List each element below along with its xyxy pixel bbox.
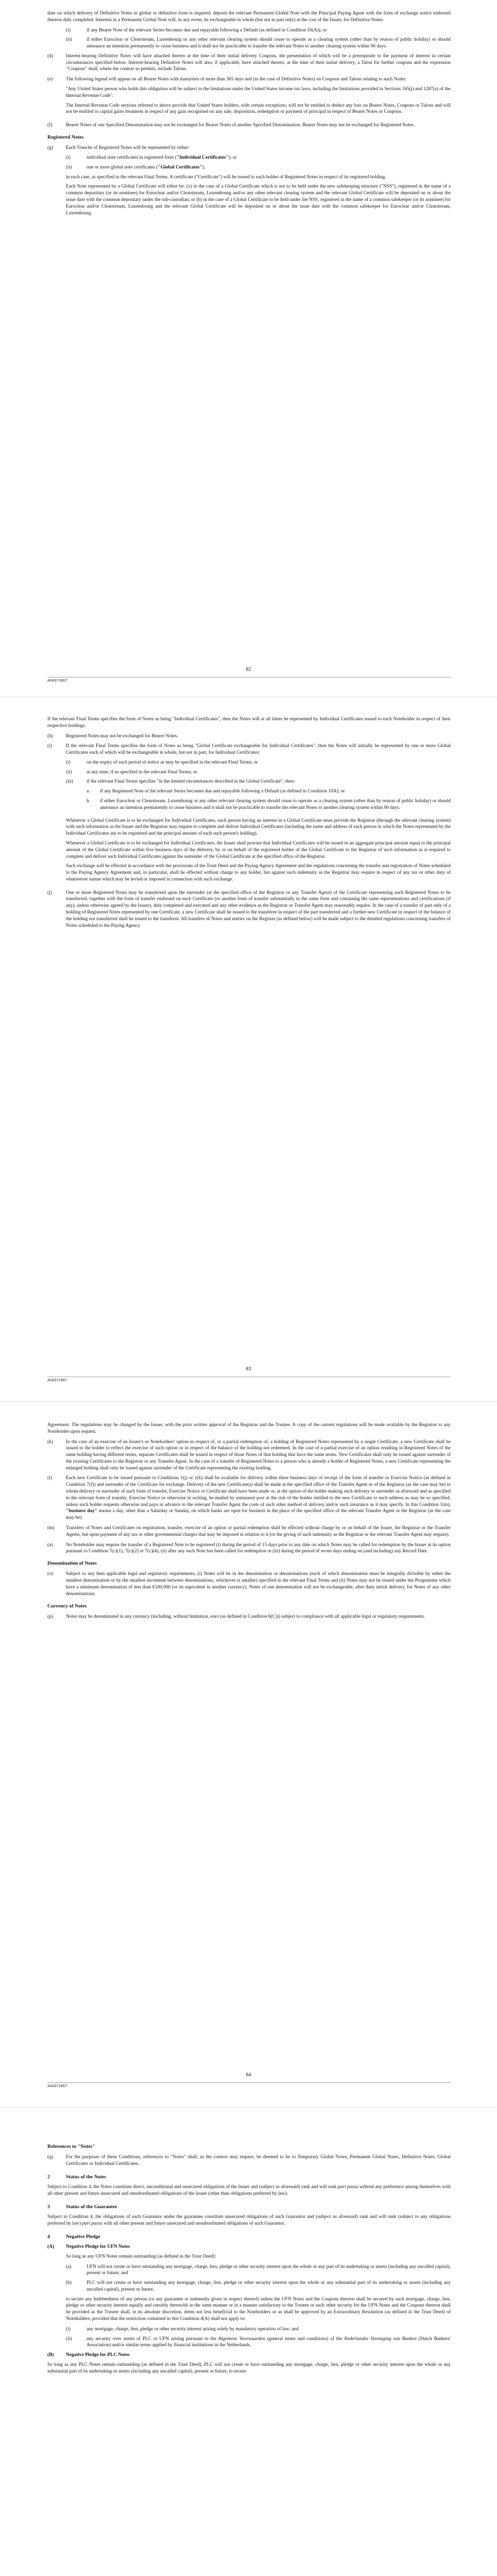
- clause-i: (i) If the relevant Final Terms specifies the form of Notes as being "Global Certificate exchangeable for Individual Certificates", then the Notes will initially be represented by one or more Global Certificates each of which will be exchangeable in whole, but not in part, for Individual Certificates: (i) on the expiry of such period of notice as may be specified in the relevant Final Terms; or (ii) at any time, if so specified in the relevant Final Terms; or (iii) if the relevant Final Terms specifies "in the limited circumstances described in the Global Certificate", then: a. if any Registered Note of the relevant Series becomes due and repayable following a Default (as defined in Condition 10A); or b. if either Euroclear or Clearstream, Luxembourg or any other relevant clearing system should cease to operate as a clearing system (other than by reason of public holiday) or should announce an intention permanently to cease business and it shall not be practicable to transfer the relevant Notes to another clearing system within 90 days. Whenever a Global Certificate is to be exchanged for Individual Certificates, each person having an interest in a Global Certificate must provide the Registrar (through the relevant clearing system) with such information as the Issuer and the Registrar may require to complete and deliver Individual Certificates (including the name and address of each person in which the Notes represented by the Individual Certificates are to be registered and the principal amount of each such person's holding). Whenever a Global Certificate is to be exchanged for Individual Certificates, the Issuer shall procure that Individual Certificates will be issued in an aggregate principal amount equal to the principal amount of the Global Certificate within five business days of the delivery, by or on behalf of the registered holder of the Global Certificate to the Registrar of such information as is required to complete and deliver such Individual Certificates against the surrender of the Global Certificate at the specified office of the Registrar. Such exchange will be effected in accordance with the provisions of the Trust Deed and the Paying Agency Agreement and the regulations concerning the transfer and registration of Notes scheduled to the Paying Agency Agreement and, in particular, shall be effected without charge to any holder, but against such indemnity as the Registrar may require in respect of any tax or other duty of whatsoever nature which may be levied or imposed in connection with such exchange.: [47, 743, 451, 882]
- clause-e: (e) The following legend will appear on all Bearer Notes with maturities of more than 365 days and (in the case of Definitive Notes) on Coupons and Talons relating to such Notes: "Any United States person who holds this obligation will be subject to the limitations under the United States income tax laws, including the limitations provided in Sections 165(j) and 1287(a) of the Internal Revenue Code". The Internal Revenue Code sections referred to above provide that United States holders, with certain exceptions, will not be entitled to deduct any loss on Bearer Notes, Coupons or Talons and will not be entitled to capital gains treatment in respect of any gain recognised on any sale, disposition, redemption or payment of principal in respect of Bearer Notes or Coupons.: [47, 77, 451, 115]
- legend-text: "Any United States person who holds this obligation will be subject to the limitations under the United States income tax laws, including the limitations provided in Sections 165(j) and 1287(a) of the Internal Revenue Code".: [66, 87, 451, 98]
- subsection-heading: (A) Negative Pledge for UFN Notes: [47, 2244, 130, 2249]
- document-reference: A04371867: [47, 2083, 67, 2088]
- item-number: (i): [66, 27, 71, 33]
- section-heading: 3 Status of the Guarantee: [47, 2204, 117, 2210]
- clause-k: (k) In the case of an exercise of an Issuer's or Noteholders' option in respect of, or a partial redemption of, a holding of Registered Notes represented by a single Certificate, a new Certificate shall be issued to the holder to reflect the exercise of such option or in respect of the balance of the holding not redeemed. In the case of a partial exercise of an option resulting in Registered Notes of the same holding having different terms, separate Certificates shall be issued in respect of those Notes of that holding that have the same terms. New Certificates shall only be issued against surrender of the existing Certificates to the Registrar or any Transfer Agent. In the case of a transfer of Registered Notes to a person who is already a holder of Registered Notes, a new Certificate representing the enlarged holding shall only be issued against surrender of the Certificate representing the existing holding.: [47, 1439, 451, 1471]
- list-item: (i) individual note certificates in registered form ("Individual Certificates"); or: [66, 155, 237, 161]
- clause-n: (n) No Noteholder may require the transfer of a Registered Note to be registered (i) during the period of 15 days prior to any date on which Notes may be called for redemption by the Issuer at its option pursuant to Condition 7(c)(1), 7(c)(2) or 7(c)(4), (ii) after any such Note has been called for redemption or (iii) during the period of seven days ending on (and including) any Record Date.: [47, 1542, 451, 1554]
- clause-h: (h) Registered Notes may not be exchanged for Bearer Notes.: [47, 733, 178, 739]
- item-text: if any Bearer Note of the relevant Series becomes due and repayable following a Default (as defined in Condition 10(A)); or: [87, 27, 327, 33]
- page-84: Agreement. The regulations may be changed by the Issuer, with the prior written approval of the Registrar and the Trustee. A copy of the current regulations will be made available by the Registrar to any Noteholder upon request. (k) In the case of an exercise of an Issuer's or Noteholders' option in respect of, or a partial redemption of, a holding of Registered Notes represented by a single Certificate, a new Certificate shall be issued to the holder to reflect the exercise of such option or in respect of the balance of the holding not redeemed. In the case of a partial exercise of an option resulting in Registered Notes of the same holding having different terms, separate Certificates shall be issued in respect of those Notes of that holding that have the same terms. New Certificates shall only be issued against surrender of the existing Certificates to the Registrar or any Transfer Agent. In the case of a transfer of Registered Notes to a person who is already a holder of Registered Notes, a new Certificate representing the enlarged holding shall only be issued against surrender of the Certificate representing the existing holding. (l) Each new Certificate to be issued pursuant to Conditions 1(j) or 1(k) shall be available for delivery within three business days of receipt of the form of transfer or Exercise Notice (as defined in Condition 7(f)) and surrender of the Certificate for exchange. Delivery of the new Certificate(s) shall be made at the specified office of the Transfer Agent or of the Registrar (as the case may be) to whom delivery or surrender of such form of transfer, Exercise Notice or Certificate shall have been made or, at the option of the holder making such delivery or surrender as aforesaid and as specified in the relevant form of transfer, Exercise Notice or otherwise in writing, be mailed by uninsured post at the risk of the holder entitled to the new Certificate to such address as may be so specified, unless such holder requests otherwise and pays in advance to the relevant Transfer Agent the costs of such other method of delivery and/or such insurance as it may specify. In this Condition 1(m), "business day" means a day, other than a Saturday or Sunday, on which banks are open for business in the place of the specified office of the relevant Transfer Agent or the Registrar (as the case may be). (m) Transfers of Notes and Certificates on registration, transfer, exercise of an option or partial redemption shall be effected without charge by or on behalf of the Issuer, the Registrar or the Transfer Agents, but upon payment of any tax or other governmental charges that may be imposed in relation to it (or the giving of such indemnity as the Registrar or the relevant Transfer Agent may require). (n) No Noteholder may require the transfer of a Registered Note to be registered (i) during the period of 15 days prior to any date on which Notes may be called for redemption by the Issuer at its option pursuant to Condition 7(c)(1), 7(c)(2) or 7(c)(4), (ii) after any such Note has been called for redemption or (iii) during the period of seven days ending on (and including) any Record Date. Denomination of Notes (o) Subject to any then applicable legal and regulatory requirements, (i) Notes will be in the denomination or denominations (each of which denomination must be integrally divisible by either the smallest denomination or by the smallest increment between denominations, whichever is smaller) specified in the relevant Final Terms and (ii) Notes may not be issued under the Programme which have a minimum denomination of less than €100,000 (or its equivalent in another currency). Notes of one denomination will not be exchangeable, after their initial delivery, for Notes of any other denominations. Currency of Notes (p) Notes may be denominated in any currency (including, without limitation, euro (as defined in Condition 6(C))) subject to compliance with all applicable legal or regulatory requirements.: [47, 1422, 451, 1619]
- clause-g: (g) Each Tranche of Registered Notes will be represented by either: (i) individual note certificates in registered form ("Individual Certificates"); or (ii) one or more global note certificates ("Global Certificates"), in each case, as specified in the relevant Final Terms. A certificate ("Certificate") will be issued to each holder of Registered Notes in respect of its registered holding. Each Note represented by a Global Certificate will either be: (x) in the case of a Global Certificate which is not to be held under the new safekeeping structure ("NSS"), registered in the name of a common depositary (or its nominee) for Euroclear and/or Clearstream, Luxembourg and/or any other relevant clearing system and the relevant Global Certificate will be deposited on or about the issue date with the common depositary under the sub-custodian; or (b) in the case of a Global Certificate to be held under the NSS, registered in the name of a common safekeeper (or its nominee) for Euroclear and/or Clearstream, Luxembourg and the relevant Global Certificate will be deposited on or about the issue date with the common safekeeper for Euroclear and/or Clearstream, Luxembourg.: [47, 145, 451, 216]
- clause-m: (m) Transfers of Notes and Certificates on registration, transfer, exercise of an option or partial redemption shall be effected without charge by or on behalf of the Issuer, the Registrar or the Transfer Agents, but upon payment of any tax or other governmental charges that may be imposed in relation to it (or the giving of such indemnity as the Registrar or the relevant Transfer Agent may require).: [47, 1525, 451, 1537]
- page-number: 82: [246, 667, 251, 672]
- section-heading: Registered Notes: [47, 134, 84, 140]
- page-number: 84: [246, 2072, 251, 2078]
- clause-o: (o) Subject to any then applicable legal and regulatory requirements, (i) Notes will be in the denomination or denominations (each of which denomination must be integrally divisible by either the smallest denomination or by the smallest increment between denominations, whichever is smaller) specified in the relevant Final Terms and (ii) Notes may not be issued under the Programme which have a minimum denomination of less than €100,000 (or its equivalent in another currency). Notes of one denomination will not be exchangeable, after their initial delivery, for Notes of any other denominations.: [47, 1571, 451, 1597]
- document-reference: A04371867: [47, 1378, 67, 1382]
- list-item: (iii) if the relevant Final Terms specifies "in the limited circumstances described in the Global Certificate", then: a. if any Registered Note of the relevant Series becomes due and repayable following a Default (as defined in Condition 10A); or b. if either Euroclear or Clearstream, Luxembourg or any other relevant clearing system should cease to operate as a clearing system (other than by reason of public holiday) or should announce an intention permanently to cease business and it shall not be practicable to transfer the relevant Notes to another clearing system within 90 days.: [66, 779, 451, 810]
- paragraph: Subject to Condition 4, the Notes constitute direct, unconditional and unsecured obligations of the Issuer and (subject as aforesaid) rank and will rank pari passu without any preference among themselves with all other present and future unsecured and unsubordinated obligations of the Issuer (other than obligations preferred by law).: [47, 2184, 451, 2196]
- list-item: (ii) one or more global note certificates ("Global Certificates"),: [66, 164, 205, 170]
- list-item: (a) UFN will not create or have outstanding any mortgage, charge, lien, pledge or other security interest upon the whole or any part of its undertaking or assets (including any uncalled capital), present or future; and: [66, 2264, 451, 2276]
- page-83: If the relevant Final Terms specifies the form of Notes as being "Individual Certificates", then the Notes will at all times be represented by Individual Certificates issued to each Noteholder in respect of their respective holdings. (h) Registered Notes may not be exchanged for Bearer Notes. (i) If the relevant Final Terms specifies the form of Notes as being "Global Certificate exchangeable for Individual Certificates", then the Notes will initially be represented by one or more Global Certificates each of which will be exchangeable in whole, but not in part, for Individual Certificates: (i) on the expiry of such period of notice as may be specified in the relevant Final Terms; or (ii) at any time, if so specified in the relevant Final Terms; or (iii) if the relevant Final Terms specifies "in the limited circumstances described in the Global Certificate", then: a. if any Registered Note of the relevant Series becomes due and repayable following a Default (as defined in Condition 10A); or b. if either Euroclear or Clearstream, Luxembourg or any other relevant clearing system should cease to operate as a clearing system (other than by reason of public holiday) or should announce an intention permanently to cease business and it shall not be practicable to transfer the relevant Notes to another clearing system within 90 days. Whenever a Global Certificate is to be exchanged for Individual Certificates, each person having an interest in a Global Certificate must provide the Registrar (through the relevant clearing system) with such information as the Issuer and the Registrar may require to complete and deliver Individual Certificates (including the name and address of each person in which the Notes represented by the Individual Certificates are to be registered and the principal amount of each such person's holding). Whenever a Global Certificate is to be exchanged for Individual Certificates, the Issuer shall procure that Individual Certificates will be issued in an aggregate principal amount equal to the principal amount of the Global Certificate within five business days of the delivery, by or on behalf of the registered holder of the Global Certificate to the Registrar of such information as is required to complete and deliver such Individual Certificates against the surrender of the Global Certificate at the specified office of the Registrar. Such exchange will be effected in accordance with the provisions of the Trust Deed and the Paying Agency Agreement and the regulations concerning the transfer and registration of Notes scheduled to the Paying Agency Agreement and, in particular, shall be effected without charge to any holder, but against such indemnity as the Registrar may require in respect of any tax or other duty of whatsoever nature which may be levied or imposed in connection with such exchange. (j) One or more Registered Notes may be transferred upon the surrender (at the specified office of the Registrar or any Transfer Agent) of the Certificate representing such Registered Notes to be transferred, together with the form of transfer endorsed on such Certificate (or another form of transfer substantially in the same form and containing the same representations and certifications (if any), unless otherwise agreed by the Issuer), duly completed and executed and any other evidence as the Registrar or Transfer Agent may reasonably require. In the case of a transfer of part only of a holding of Registered Notes represented by one Certificate, a new Certificate shall be issued to the transferee in respect of the part transferred and a further new Certificate in respect of the balance of the holding not transferred shall be issued to the transferor. All transfers of Notes and entries on the Register (as defined below) will be made subject to the detailed regulations concerning transfers of Notes scheduled to the Paying Agency: [47, 717, 451, 928]
- list-item: (ii) any security over assets of PLC or UFN arising pursuant to the Algemene Voorwaarden (general terms and conditions) of the Nederlandse Vereniging van Banken (Dutch Bankers' Association) and/or similar terms applied by financial institutions in the Netherlands.: [66, 2336, 451, 2348]
- clause-q: (q) For the purposes of these Conditions, references to "Notes" shall, as the context may require, be deemed to be to Temporary Global Notes, Permanent Global Notes, Definitive Notes, Global Certificates or Individual Certificates.: [47, 2155, 451, 2167]
- section-heading: References to "Notes": [47, 2144, 95, 2149]
- list-item: [66, 37, 451, 50]
- list-item: [66, 27, 451, 34]
- list-item: b. if either Euroclear or Clearstream, Luxembourg or any other relevant clearing system should cease to operate as a clearing system (other than by reason of public holiday) or should announce an intention permanently to cease business and it shall not be practicable to transfer the relevant Notes to another clearing system within 90 days.: [87, 799, 451, 810]
- clause-p: (p) Notes may be denominated in any currency (including, without limitation, euro (as defined in Condition 6(C))) subject to compliance with all applicable legal or regulatory requirements.: [47, 1614, 425, 1619]
- clause-d: (d) Interest-bearing Definitive Notes will have attached thereto at the time of their initial delivery Coupons, the presentation of which will be a prerequisite to the payment of interest in certain circumstances specified below. Interest-bearing Definitive Notes will also, if applicable, have attached thereto, at the time of their initial delivery, a Talon for further coupons and the expression "Coupons" shall, where the context so permits, include Talons.: [47, 53, 451, 72]
- page-82: [0, 10, 497, 223]
- list-item: (ii) at any time, if so specified in the relevant Final Terms; or: [66, 769, 197, 775]
- section-heading: Denomination of Notes: [47, 1561, 97, 1567]
- list-item: (b) PLC will not create or have outstanding any mortgage, charge, lien, pledge or other security interest upon the whole or any substantial part of its undertaking or assets (including any uncalled capital), present or future,: [66, 2280, 451, 2292]
- list-item: a. if any Registered Note of the relevant Series becomes due and repayable following a Default (as defined in Condition 10A); or: [87, 789, 345, 794]
- page-number: 83: [246, 1366, 251, 1372]
- document-reference: A04371867: [47, 678, 67, 683]
- clause-f: (f) Bearer Notes of one Specified Denomination may not be exchanged for Bearer Notes of another Specified Denomination. Bearer Notes may not be exchanged for Registered Notes.: [47, 123, 415, 128]
- irc-text: The Internal Revenue Code sections referred to above provide that United States holders, with certain exceptions, will not be entitled to deduct any loss on Bearer Notes, Coupons or Talons and will not be entitled to capital gains treatment in respect of any gain recognised on any sale, disposition, redemption or payment of principal in respect of Bearer Notes or Coupons.: [66, 103, 451, 115]
- list-item: (i) any mortgage, charge, lien, pledge or other security interest arising solely by mandatory operation of law; and: [66, 2326, 299, 2332]
- section-heading: Currency of Notes: [47, 1603, 87, 1609]
- item-number: (ii): [66, 37, 72, 43]
- item-text: if either Euroclear or Clearstream, Luxembourg or any other relevant clearing system should cease to operate as a clearing system (other than by reason of public holiday) or should announce an intention permanently to cease business and it shall not be practicable to transfer the relevant Notes to another clearing system within 90 days.: [87, 37, 451, 49]
- list-item: (i) on the expiry of such period of notice as may be specified in the relevant Final Terms; or: [66, 759, 258, 765]
- subsection-heading: (B) Negative Pledge for PLC Notes: [47, 2352, 130, 2358]
- clause-j: (j) One or more Registered Notes may be transferred upon the surrender (at the specified office of the Registrar or any Transfer Agent) of the Certificate representing such Registered Notes to be transferred, together with the form of transfer endorsed on such Certificate (or another form of transfer substantially in the same form and containing the same representations and certifications (if any), unless otherwise agreed by the Issuer), duly completed and executed and any other evidence as the Registrar or Transfer Agent may reasonably require. In the case of a transfer of part only of a holding of Registered Notes represented by one Certificate, a new Certificate shall be issued to the transferee in respect of the part transferred and a further new Certificate in respect of the balance of the holding not transferred shall be issued to the transferor. All transfers of Notes and entries on the Register (as defined below) will be made subject to the detailed regulations concerning transfers of Notes scheduled to the Paying Agency: [47, 890, 451, 928]
- clause-l: (l) Each new Certificate to be issued pursuant to Conditions 1(j) or 1(k) shall be available for delivery within three business days of receipt of the form of transfer or Exercise Notice (as defined in Condition 7(f)) and surrender of the Certificate for exchange. Delivery of the new Certificate(s) shall be made at the specified office of the Transfer Agent or of the Registrar (as the case may be) to whom delivery or surrender of such form of transfer, Exercise Notice or Certificate shall have been made or, at the option of the holder making such delivery or surrender as aforesaid and as specified in the relevant form of transfer, Exercise Notice or otherwise in writing, be mailed by uninsured post at the risk of the holder entitled to the new Certificate to such address as may be so specified, unless such holder requests otherwise and pays in advance to the relevant Transfer Agent the costs of such other method of delivery and/or such insurance as it may specify. In this Condition 1(m), "business day" means a day, other than a Saturday or Sunday, on which banks are open for business in the place of the specified office of the relevant Transfer Agent or the Registrar (as the case may be).: [47, 1476, 451, 1521]
- paragraph: date on which delivery of Definitive Notes in global or definitive form is required, deposit the relevant Permanent Global Note with the Principal Paying Agent with the form of exchange notice endorsed thereon duly completed. Interests in a Permanent Global Note will, in any event, be exchangeable in whole (but not in part only) at the cost of the Issuer, for Definitive Notes:: [47, 11, 451, 23]
- paragraph: Subject to Condition 4, the obligations of each Guarantor under the guarantee constitute unsecured obligations of such Guarantor and (subject as aforesaid) rank and will rank (subject to any obligations preferred by law) pari passu with all other present and future unsecured and unsubordinated obligations of such Guarantor.: [47, 2214, 451, 2226]
- page-85: References to "Notes" (q) For the purposes of these Conditions, references to "Notes" shall, as the context may require, be deemed to be to Temporary Global Notes, Permanent Global Notes, Definitive Notes, Global Certificates or Individual Certificates. 2 Status of the Notes Subject to Condition 4, the Notes constitute direct, unconditional and unsecured obligations of the Issuer and (subject as aforesaid) rank and will rank pari passu without any preference among themselves with all other present and future unsecured and unsubordinated obligations of the Issuer (other than obligations preferred by law). 3 Status of the Guarantee Subject to Condition 4, the obligations of each Guarantor under the guarantee constitute unsecured obligations of such Guarantor and (subject as aforesaid) rank and will rank (subject to any obligations preferred by law) pari passu with all other present and future unsecured and unsubordinated obligations of such Guarantor. 4 Negative Pledge (A) Negative Pledge for UFN Notes So long as any UFN Notes remain outstanding (as defined in the Trust Deed): (a) UFN will not create or have outstanding any mortgage, charge, lien, pledge or other security interest upon the whole or any part of its undertaking or assets (including any uncalled capital), present or future; and (b) PLC will not create or have outstanding any mortgage, charge, lien, pledge or other security interest upon the whole or any substantial part of its undertaking or assets (including any uncalled capital), present or future, to secure any Indebtedness of any person (or any guarantee or indemnity given in respect thereof) unless the UFN Notes and the Coupons thereon shall be secured by such mortgage, charge, lien, pledge or other security interest equally and rateably therewith in the same manner or in a manner satisfactory to the Trustee or such other security for the UFN Notes and the Coupons thereon shall be provided as the Trustee shall, in its absolute discretion, deem not less beneficial to the Noteholders or as shall be approved by an Extraordinary Resolution (as defined in the Trust Deed) of Noteholders; provided that the restriction contained in this Condition 4(A) shall not apply to: (i) any mortgage, charge, lien, pledge or other security interest arising solely by mandatory operation of law; and (ii) any security over assets of PLC or UFN arising pursuant to the Algemene Voorwaarden (general terms and conditions) of the Nederlandse Vereniging van Banken (Dutch Bankers' Association) and/or similar terms applied by financial institutions in the Netherlands. (B) Negative Pledge for PLC Notes So long as any PLC Notes remain outstanding (as defined in the Trust Deed), PLC will not create or have outstanding any mortgage, charge, lien, pledge or other security interest upon the whole or any substantial part of its undertaking or assets (including any uncalled capital), present or future, to secure: [47, 2144, 451, 2374]
- section-heading: 4 Negative Pledge: [47, 2233, 100, 2240]
- section-heading: 2 Status of the Notes: [47, 2174, 107, 2180]
